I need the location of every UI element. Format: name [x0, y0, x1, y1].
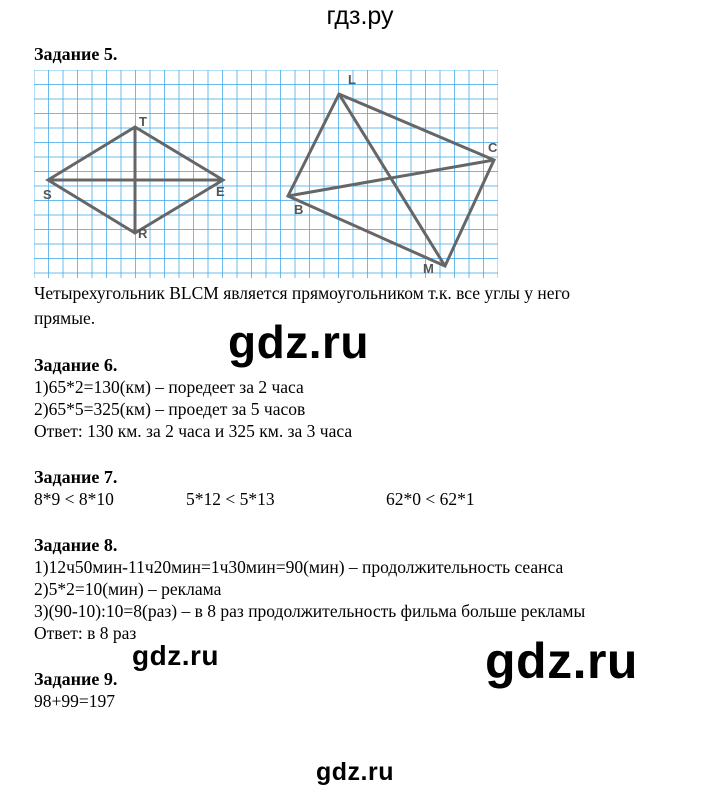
task7-heading: Задание 7. — [34, 467, 118, 487]
task6-line: Ответ: 130 км. за 2 часа и 325 км. за 3 часа — [34, 421, 353, 441]
site-title: гдз.ру — [326, 2, 394, 30]
label-m: M — [423, 261, 434, 276]
rectangle-shape — [288, 94, 494, 266]
label-s: S — [43, 187, 52, 202]
task7-item: 62*0 < 62*1 — [386, 489, 475, 509]
task5-text-line2: прямые. — [34, 308, 96, 328]
watermark-middle: gdz.ru — [228, 316, 369, 368]
watermark-bottom: gdz.ru — [316, 758, 394, 786]
task8-line: 1)12ч50мин-11ч20мин=1ч30мин=90(мин) – продолжительность сеанса — [34, 557, 564, 577]
label-r: R — [138, 226, 148, 241]
label-t: T — [139, 114, 147, 129]
task9-line: 98+99=197 — [34, 691, 115, 711]
geometry-figure — [34, 70, 498, 278]
label-b: B — [294, 202, 304, 217]
task8-line: Ответ: в 8 раз — [34, 623, 137, 643]
task8-line: 3)(90-10):10=8(раз) – в 8 раз продолжительность фильма больше рекламы — [34, 601, 586, 621]
label-l: L — [348, 72, 356, 87]
rectangle-diagonal-lm — [339, 94, 445, 266]
task6-line: 1)65*2=130(км) – поредеет за 2 часа — [34, 377, 304, 397]
task8-line: 2)5*2=10(мин) – реклама — [34, 579, 222, 599]
label-e: E — [216, 184, 225, 199]
watermark-small-left: gdz.ru — [132, 640, 219, 671]
task6-heading: Задание 6. — [34, 355, 118, 375]
grid — [34, 70, 498, 278]
watermark-large-right: gdz.ru — [485, 633, 638, 689]
task9-heading: Задание 9. — [34, 669, 118, 689]
task8-heading: Задание 8. — [34, 535, 118, 555]
task7-item: 8*9 < 8*10 — [34, 489, 114, 509]
task5-text-line1: Четырехугольник BLCM является прямоугольником т.к. все углы у него — [34, 283, 571, 303]
label-c: C — [488, 140, 498, 155]
task7-item: 5*12 < 5*13 — [186, 489, 275, 509]
task5-heading: Задание 5. — [34, 44, 118, 64]
task6-line: 2)65*5=325(км) – проедет за 5 часов — [34, 399, 306, 419]
